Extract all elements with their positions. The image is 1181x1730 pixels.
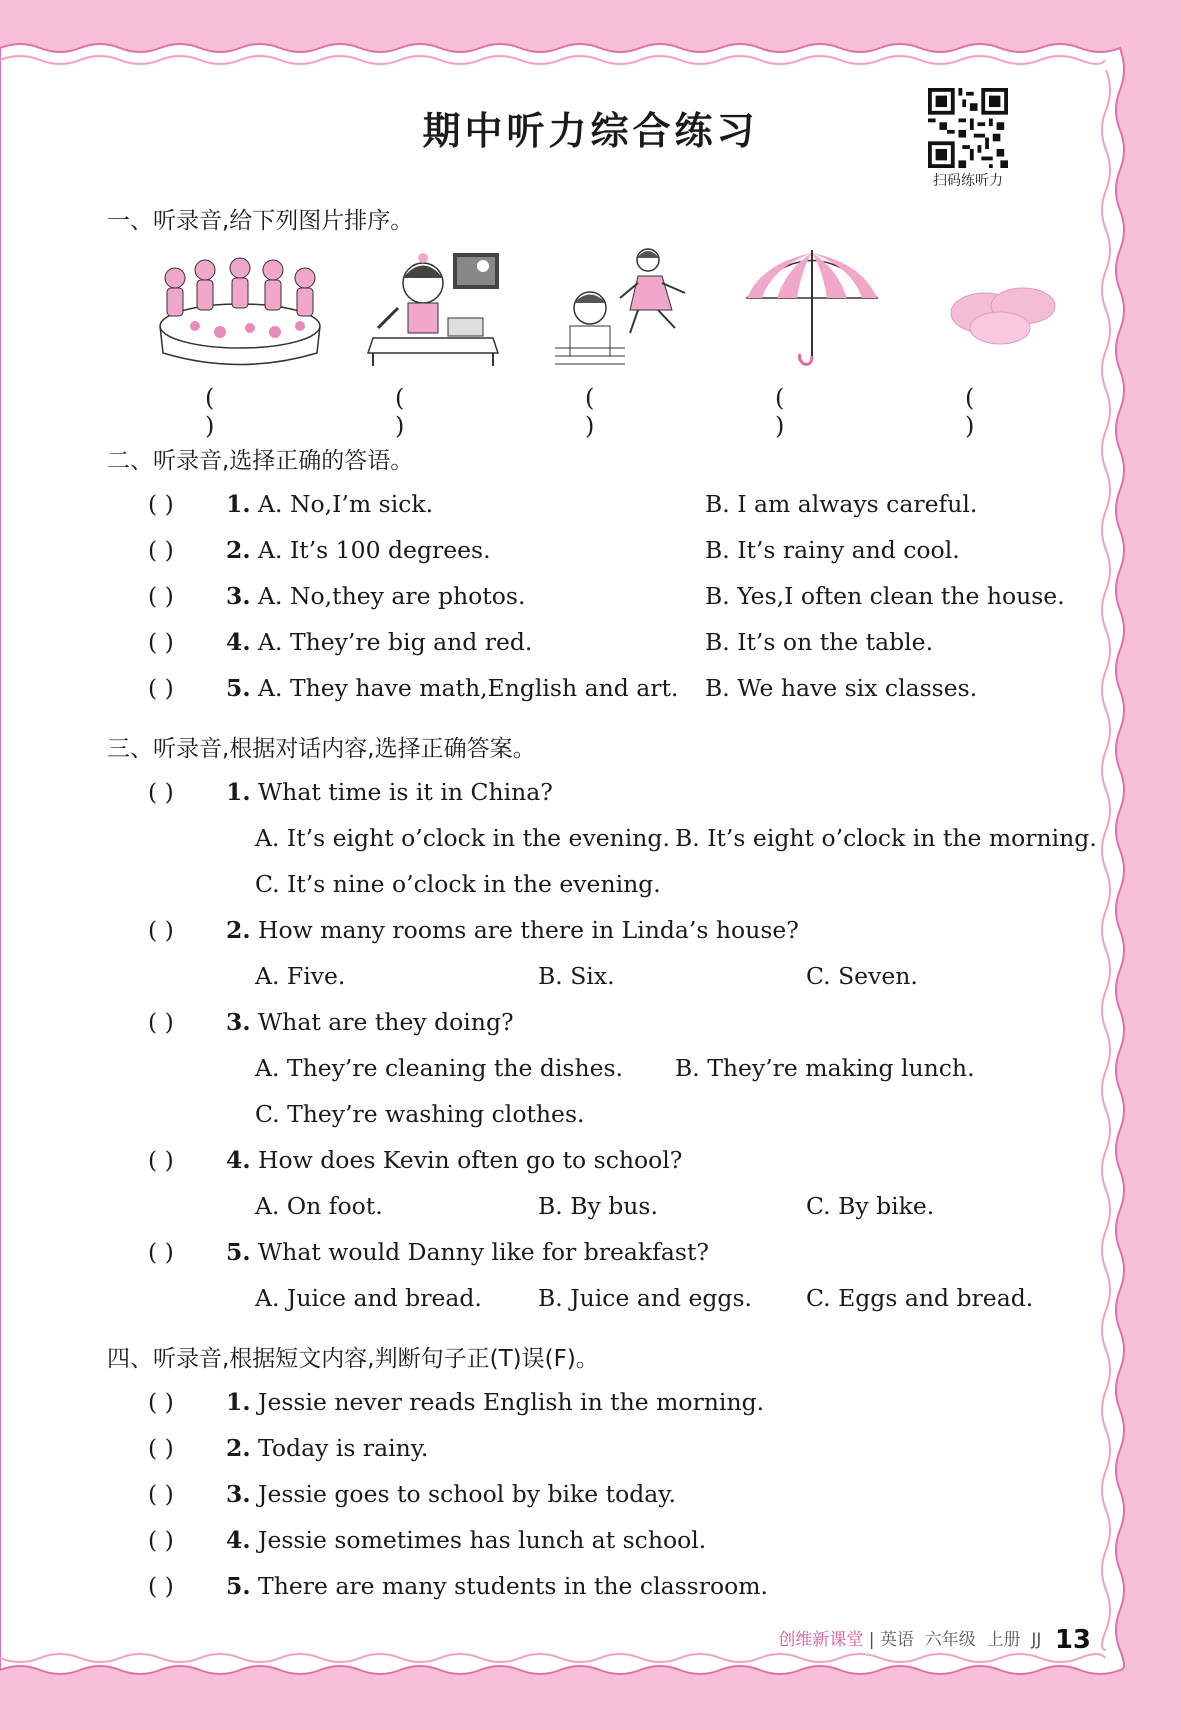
option-a: A. It’s eight o’clock in the evening. bbox=[255, 824, 670, 852]
answer-blank[interactable]: ( ) bbox=[148, 778, 174, 806]
answer-blank[interactable]: ( ) bbox=[148, 1008, 174, 1036]
option-a: A. They’re cleaning the dishes. bbox=[255, 1054, 624, 1082]
option-c: C. Seven. bbox=[806, 962, 918, 990]
option-b: B. Yes,I often clean the house. bbox=[705, 582, 1065, 610]
brand-name: 创维新课堂 bbox=[778, 1630, 864, 1650]
answer-blank[interactable]: ( ) bbox=[148, 490, 174, 518]
answer-blank[interactable]: ( ) bbox=[148, 628, 174, 656]
qr-caption: 扫码练听力 bbox=[933, 173, 1003, 189]
question-row: ( ) 3. What are they doing? bbox=[148, 1008, 514, 1036]
answer-blank[interactable]: ( ) bbox=[148, 1238, 174, 1266]
answer-blank[interactable]: ( ) bbox=[148, 1146, 174, 1174]
boy-and-girl-icon bbox=[550, 248, 700, 368]
statement-row: ( ) 2. Today is rainy. bbox=[148, 1434, 429, 1462]
section4-heading: 四、听录音,根据短文内容,判断句子正(T)误(F)。 bbox=[107, 1346, 599, 1372]
option-b: B. They’re making lunch. bbox=[675, 1054, 975, 1082]
answer-blank[interactable]: ( ) bbox=[148, 536, 174, 564]
footer-subject: 英语 bbox=[879, 1630, 914, 1650]
section3-heading: 三、听录音,根据对话内容,选择正确答案。 bbox=[107, 736, 536, 762]
option-c: C. They’re washing clothes. bbox=[255, 1100, 585, 1128]
option-b: B. By bus. bbox=[538, 1192, 658, 1220]
footer-divider: | bbox=[868, 1630, 875, 1650]
answer-blank[interactable]: ( ) bbox=[148, 1572, 174, 1600]
option-b: B. It’s eight o’clock in the morning. bbox=[675, 824, 1097, 852]
statement-row: ( ) 5. There are many students in the classroom. bbox=[148, 1572, 769, 1600]
answer-blank[interactable]: ( ) bbox=[148, 1480, 174, 1508]
question-row: ( ) 2. A. It’s 100 degrees. bbox=[148, 536, 491, 564]
answer-blank[interactable]: ( ) bbox=[775, 384, 827, 440]
answer-blank[interactable]: ( ) bbox=[148, 674, 174, 702]
answer-blank[interactable]: ( ) bbox=[205, 384, 257, 440]
option-c: C. It’s nine o’clock in the evening. bbox=[255, 870, 661, 898]
question-row: ( ) 5. A. They have math,English and art. bbox=[148, 674, 679, 702]
footer-edition: JJ bbox=[1031, 1630, 1042, 1650]
answer-blank[interactable]: ( ) bbox=[148, 1388, 174, 1416]
answer-blank[interactable]: ( ) bbox=[395, 384, 447, 440]
potatoes-icon bbox=[945, 248, 1060, 368]
question-row: ( ) 3. A. No,they are photos. bbox=[148, 582, 526, 610]
question-row: ( ) 2. How many rooms are there in Linda’s house? bbox=[148, 916, 799, 944]
page-title: 期中听力综合练习 bbox=[422, 109, 759, 153]
girl-studying-icon bbox=[363, 248, 503, 368]
question-row: ( ) 1. A. No,I’m sick. bbox=[148, 490, 434, 518]
answer-blank[interactable]: ( ) bbox=[148, 916, 174, 944]
qr-code-icon[interactable] bbox=[928, 88, 1008, 168]
umbrella-icon bbox=[742, 248, 882, 368]
answer-blank[interactable]: ( ) bbox=[585, 384, 637, 440]
option-a: A. Five. bbox=[255, 962, 346, 990]
option-a: A. On foot. bbox=[255, 1192, 383, 1220]
question-row: ( ) 4. A. They’re big and red. bbox=[148, 628, 533, 656]
option-b: B. Juice and eggs. bbox=[538, 1284, 753, 1312]
option-b: B. I am always careful. bbox=[705, 490, 978, 518]
section1-heading: 一、听录音,给下列图片排序。 bbox=[107, 208, 414, 234]
page-footer bbox=[778, 1625, 1091, 1655]
option-c: C. Eggs and bread. bbox=[806, 1284, 1034, 1312]
option-b: B. We have six classes. bbox=[705, 674, 978, 702]
answer-blank[interactable]: ( ) bbox=[148, 1434, 174, 1462]
question-row: ( ) 4. How does Kevin often go to school? bbox=[148, 1146, 683, 1174]
option-b: B. Six. bbox=[538, 962, 615, 990]
option-b: B. It’s rainy and cool. bbox=[705, 536, 960, 564]
footer-volume: 上册 bbox=[986, 1630, 1021, 1650]
answer-blank[interactable]: ( ) bbox=[965, 384, 1017, 440]
statement-row: ( ) 3. Jessie goes to school by bike today. bbox=[148, 1480, 676, 1508]
answer-blank[interactable]: ( ) bbox=[148, 582, 174, 610]
statement-row: ( ) 4. Jessie sometimes has lunch at school. bbox=[148, 1526, 707, 1554]
question-row: ( ) 1. What time is it in China? bbox=[148, 778, 553, 806]
option-b: B. It’s on the table. bbox=[705, 628, 934, 656]
answer-blank[interactable]: ( ) bbox=[148, 1526, 174, 1554]
option-a: A. Juice and bread. bbox=[255, 1284, 482, 1312]
section2-heading: 二、听录音,选择正确的答语。 bbox=[107, 448, 414, 474]
question-row: ( ) 5. What would Danny like for breakfast? bbox=[148, 1238, 709, 1266]
option-c: C. By bike. bbox=[806, 1192, 935, 1220]
page-number: 13 bbox=[1054, 1625, 1091, 1655]
children-party-icon bbox=[155, 248, 325, 368]
footer-grade: 六年级 bbox=[924, 1630, 976, 1650]
statement-row: ( ) 1. Jessie never reads English in the morning. bbox=[148, 1388, 765, 1416]
